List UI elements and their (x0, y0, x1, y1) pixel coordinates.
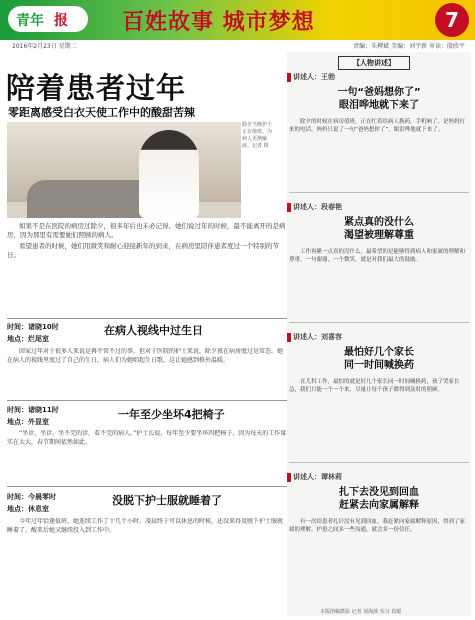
story-title (287, 346, 471, 372)
section-title-banner: 百姓故事 城市梦想 (122, 10, 315, 35)
story-title (287, 216, 471, 242)
speaker-name: 讲述人：王勃 (293, 73, 335, 81)
story-title-line: 一句“爸妈想你了” (337, 87, 421, 98)
section-time: 时间：今晨零时 (7, 493, 56, 501)
section-paragraph: 回家过年对于很多人来说是再平常不过的事，但对于医院的护士来说，除夕夜在病房度过是常态。她在病人的视线里度过了自己的生日，病人们为她唱起生日歌，这让她感到格外温暖。 (7, 348, 284, 364)
story-title-line: 赶紧去向家属解释 (339, 500, 419, 511)
main-headline: 陪着患者过年 (6, 71, 187, 105)
lead-photo (7, 122, 241, 218)
story-text (289, 378, 469, 454)
photo-caption: 除夕当晚护士正在值班，为病人更换输液。记者 摄 (242, 122, 273, 149)
story-speaker (287, 202, 471, 212)
story-text (289, 118, 469, 184)
section-paragraph: 今年过年恰逢值班，她连续工作了十几个小时，凌晨终于可以休息的时候，还没来得及脱下护士服就睡着了。醒来后她又继续投入到工作中。 (7, 518, 284, 534)
logo-text-part1: 青年 (16, 13, 44, 29)
story-title (287, 86, 471, 112)
testimonials-column (287, 52, 471, 616)
section-divider (7, 318, 287, 319)
page-banner (0, 0, 475, 40)
edition-date: 2016年2月23日 星期二 (12, 43, 77, 50)
section-body (7, 430, 287, 482)
page-number-badge: 7 (435, 3, 469, 37)
story-title-line: 渴望被理解尊重 (344, 230, 414, 241)
speaker-name: 讲述人：刘喜容 (293, 333, 342, 341)
accent-bar (287, 203, 291, 212)
accent-bar (287, 473, 291, 482)
photo-nurse-shape (139, 130, 199, 218)
section-heading: 没脱下护士服就睡着了 (112, 494, 222, 507)
section-body (7, 348, 287, 392)
intro-paragraph: 如果不是在医院的病房过除夕，很多年后也未必记得。她们说过年的时候，最不能离开的是病房，因为那里有需要她们照顾的病人。 (7, 222, 286, 239)
column-tag: 【人物讲述】 (338, 56, 410, 70)
story-paragraph: 有一次给患者扎针没有见到回血，我赶紧向家属解释原因，得到了家属的理解。护患之间多一些沟通，就会多一份信任。 (289, 519, 466, 533)
speaker-name: 讲述人：谭林莉 (293, 473, 342, 481)
section-paragraph: “坐诊，坐诊，坐不完的诊，看不完的病人。”护士长说，每年至少要坐坏四把椅子，因为每天的工作量实在太大，春节期间依然如此。 (7, 430, 287, 446)
story-title (287, 486, 471, 512)
accent-bar (287, 333, 291, 342)
story-text (289, 518, 469, 602)
story-paragraph: 在儿科工作，最怕的就是好几个家长同一时间喊换药，孩子哭家长急，我们只能一个一个来，尽量让每个孩子都得到及时的照顾。 (289, 379, 460, 393)
newspaper-logo (8, 6, 88, 32)
story-divider (289, 462, 469, 463)
intro-text (7, 222, 287, 262)
photo-patient-shape (27, 180, 157, 218)
section-heading: 在病人视线中过生日 (104, 324, 203, 337)
story-title-line: 紧点真的没什么 (344, 217, 414, 228)
section-heading: 一年至少坐坏4把椅子 (118, 408, 225, 421)
story-speaker (287, 472, 471, 482)
story-speaker (287, 72, 471, 82)
story-title-line: 最怕好几个家长 (344, 347, 414, 358)
sub-headline: 零距离感受白衣天使工作中的酸甜苦辣 (8, 106, 195, 119)
story-speaker (287, 332, 471, 342)
story-paragraph: 除夕的时候在病房值班，正在忙着给病人换药，手机响了，是妈妈打来的电话。妈妈只说了一句“爸妈想你了”，眼泪哗地就下来了。 (289, 119, 466, 133)
photo-credits: 本版图稿摄影 记者 刘海波 实习 段聪 (320, 609, 402, 615)
accent-bar (287, 73, 291, 82)
section-place: 地点：休息室 (7, 505, 49, 513)
logo-text-part2: 报 (54, 13, 68, 29)
story-title-line: 眼泪哗地就下来了 (339, 100, 419, 111)
section-tag (7, 322, 97, 344)
speaker-name: 讲述人：段春艳 (293, 203, 342, 211)
story-divider (289, 192, 469, 193)
section-divider (7, 400, 287, 401)
intro-paragraph: 看望患者的时候，她们用微笑和耐心迎接新年的到来，在病房里陪伴患者度过一个特别的节日。 (7, 242, 279, 259)
info-bar (0, 40, 475, 50)
section-time: 时间：诸晓10时 (7, 323, 59, 331)
editor-credits: 责编：朱柳斌 美编：刘宇新 审读：殷欣平 (353, 43, 465, 50)
story-title-line: 扎下去没见到回血 (339, 487, 419, 498)
story-divider (289, 322, 469, 323)
section-divider (7, 486, 287, 487)
section-place: 地点：外显室 (7, 418, 49, 426)
section-body (7, 518, 287, 612)
story-text (289, 248, 469, 314)
section-tag (7, 492, 97, 514)
section-place: 地点：烂尾室 (7, 335, 49, 343)
section-time: 时间：诸晓11时 (7, 406, 59, 414)
section-tag (7, 405, 97, 427)
story-paragraph: 工作再累一点真的没什么，最希望的是能够得到病人和家属的理解和尊重。一句谢谢，一个微笑，就是对我们最大的鼓励。 (289, 249, 466, 263)
story-title-line: 同一时间喊换药 (344, 360, 414, 371)
